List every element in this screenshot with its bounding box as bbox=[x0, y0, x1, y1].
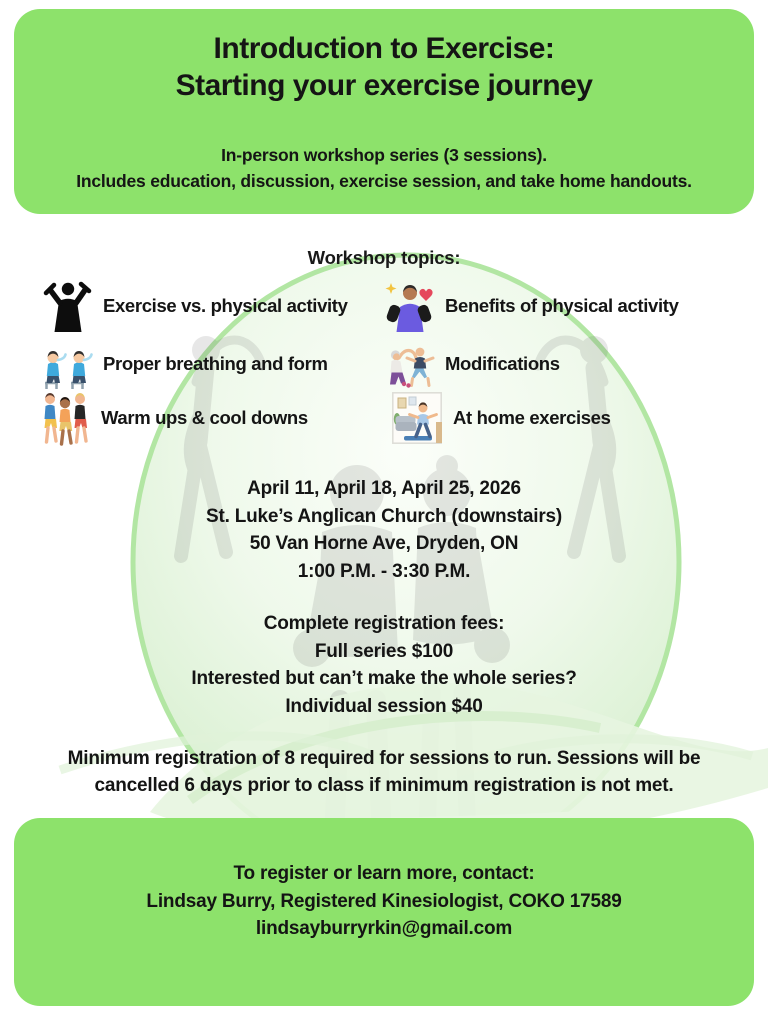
schedule-block bbox=[0, 475, 768, 585]
walking-group-icon bbox=[38, 390, 92, 446]
time-line: 1:00 P.M. - 3:30 P.M. bbox=[297, 560, 471, 582]
topic-label: Warm ups & cool downs bbox=[101, 407, 308, 428]
fees-question: Interested but can’t make the whole series? bbox=[191, 668, 577, 689]
topic-item-exercise-vs-activity bbox=[40, 278, 348, 334]
flyer-title bbox=[14, 9, 754, 104]
workshop-topics-grid bbox=[0, 276, 768, 456]
header-banner bbox=[14, 9, 754, 214]
address-line: 50 Van Horne Ave, Dryden, ON bbox=[249, 533, 519, 554]
minimum-note-line2: cancelled 6 days prior to class if minimum registration is not met. bbox=[94, 774, 674, 796]
flyer-subtitle bbox=[14, 142, 754, 194]
fees-full-series: Full series $100 bbox=[314, 640, 454, 662]
seated-breathing-icon bbox=[40, 336, 94, 392]
fees-block bbox=[0, 610, 768, 720]
fees-heading: Complete registration fees: bbox=[263, 613, 505, 634]
topic-label: Modifications bbox=[445, 353, 560, 374]
contact-heading: To register or learn more, contact: bbox=[233, 863, 535, 884]
topic-item-modifications bbox=[382, 336, 560, 392]
topic-item-at-home bbox=[390, 390, 611, 446]
fees-individual: Individual session $40 bbox=[285, 695, 483, 717]
minimum-registration-note bbox=[0, 746, 768, 799]
contact-block bbox=[14, 818, 754, 943]
topic-label: At home exercises bbox=[453, 407, 611, 428]
minimum-note-line1: Minimum registration of 8 required for sessions to run. Sessions will be bbox=[67, 748, 701, 769]
contact-name: Lindsay Burry, Registered Kinesiologist, COKO 17589 bbox=[146, 890, 622, 912]
flyer-subtitle-line1: In-person workshop series (3 sessions). bbox=[221, 145, 547, 165]
contact-banner bbox=[14, 818, 754, 1006]
topic-label: Benefits of physical activity bbox=[445, 295, 679, 316]
dumbbell-heart-icon bbox=[382, 278, 436, 334]
topic-label: Exercise vs. physical activity bbox=[103, 295, 348, 316]
flyer-subtitle-line2: Includes education, discussion, exercise session, and take home handouts. bbox=[76, 171, 692, 191]
exercise-pair-icon bbox=[382, 336, 436, 392]
home-exercise-icon bbox=[390, 390, 444, 446]
topic-item-warm-cool bbox=[38, 390, 308, 446]
workshop-topics-heading: Workshop topics: bbox=[307, 247, 461, 268]
flyer-title-line1: Introduction to Exercise: bbox=[213, 32, 555, 65]
dates-line: April 11, April 18, April 25, 2026 bbox=[247, 478, 521, 499]
topic-item-benefits bbox=[382, 278, 679, 334]
topic-label: Proper breathing and form bbox=[103, 353, 328, 374]
weightlifter-silhouette-icon bbox=[40, 278, 94, 334]
contact-email: lindsayburryrkin@gmail.com bbox=[255, 918, 513, 939]
flyer-title-line2: Starting your exercise journey bbox=[175, 69, 593, 102]
topic-item-breathing-form bbox=[40, 336, 328, 392]
venue-line: St. Luke’s Anglican Church (downstairs) bbox=[205, 505, 563, 527]
